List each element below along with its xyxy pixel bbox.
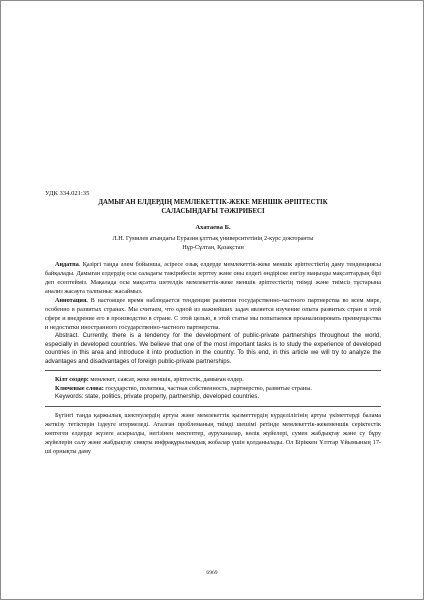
- abstract-en: Abstract. Currently, there is a tendency for the development of public-private partnerships throughout the world, especially in developed countries. We believe that one of the most important tasks is to study the experience of developed countries in this area and introduce it into production in the country. To this end, in this article we will try to analyze the advantages and disadvantages of foreign public-private partnerships.: [45, 332, 381, 365]
- title-line-1: ДАМЫҒАН ЕЛДЕРДІҢ МЕМЛЕКЕТТІК-ЖЕКЕ МЕНШІК ӘРІПТЕСТІК: [98, 199, 328, 206]
- keywords-ru-text: государство, политика, частная собственность, партнерство, развитые страны.: [103, 385, 312, 393]
- udc-code: УДК 334.021:35: [45, 190, 90, 197]
- keywords-kz-text: мемлекет, саясат, жеке меншік, әріптестік, дамыған елдер.: [88, 376, 244, 384]
- abstract-ru-text: В настоящее время наблюдается тенденция развития государственно-частного партнерства во всем мире, особенно в развитых странах. Мы считаем, что одной из важнейших задач является изучение опыта развитых стран в этой сфере и внедрение его в производство в стране. С этой целью, в этой статье мы попытаемся проанализировать преимущества и недостатки иностранного государственно-частного партнерства.: [45, 297, 381, 331]
- author-name: Ахатаева Б.: [195, 224, 231, 231]
- keywords-en: Keywords: state, politics, private property, partnership, developed countries.: [55, 393, 260, 401]
- article-title: [45, 198, 381, 216]
- page-number: 6969: [206, 570, 218, 576]
- article-content: [45, 189, 381, 456]
- author-city: Нұр-Сұлтан, Қазақстан: [182, 244, 244, 251]
- keywords-ru: [45, 384, 381, 393]
- abstract-ru: [45, 296, 381, 332]
- abstract-kz-label: Аңдатпа: [55, 261, 79, 268]
- keywords-ru-label: Ключевые слова:: [55, 385, 104, 393]
- abstract-kz: [45, 260, 381, 296]
- section-divider: [45, 370, 381, 371]
- keywords-kz: [45, 375, 381, 384]
- keywords-kz-label: Кілт сөздер:: [55, 376, 89, 384]
- abstract-ru-label: Аннотация.: [55, 297, 88, 304]
- title-line-2: САЛАСЫНДАҒЫ ТӘЖІРИБЕСІ: [161, 208, 265, 215]
- abstract-kz-text: . Қазіргі таңда әлем бойынша, әсіресе озық елдерде мемлекеттік-жеке меншік әріптестіктің даму тенденциясы байқалады. Дамыған елдердің осы саладағы тәжірибесін зерттеу және оны елдегі өндіріске енгізу маңызды мақсаттардың бірі деп есептейміз. Мақалада осы мақсатта шетелдік мемлекеттік-жеке меншік әріптестіктің тиімді және тиімсіз тұстарына анализ жасауға талпыныс жасаймыз.: [45, 261, 381, 295]
- body-divider: [45, 406, 381, 407]
- author-affiliation: Л.Н. Гумилев атындағы Еуразия ұлттық университетінің 2-курс докторанты: [112, 235, 314, 242]
- body-paragraph: Бүгінгі таңда қаржылық шектеулердің артуы және мемлекеттік қызметтердің күрделілігінің артуы үкіметтерді балама жеткізу тетіктерін іздеуге итермеледі. Аталған проблеманың тиімді шешімі ретінде мемлекеттік-жекеменшік серіктестік көптеген елдерде жүзеге асырылды, негізінен мектептер, ауруханалар, көлік жүйелері, сумен жабдықтау және су бұру жүйелерін салу және жабдықтау сияқты инфрақұрылымдық жобалар үшін қолданылады. Ол Біріккен Ұлттар Ұйымының 17-ші орнықты даму: [45, 411, 381, 455]
